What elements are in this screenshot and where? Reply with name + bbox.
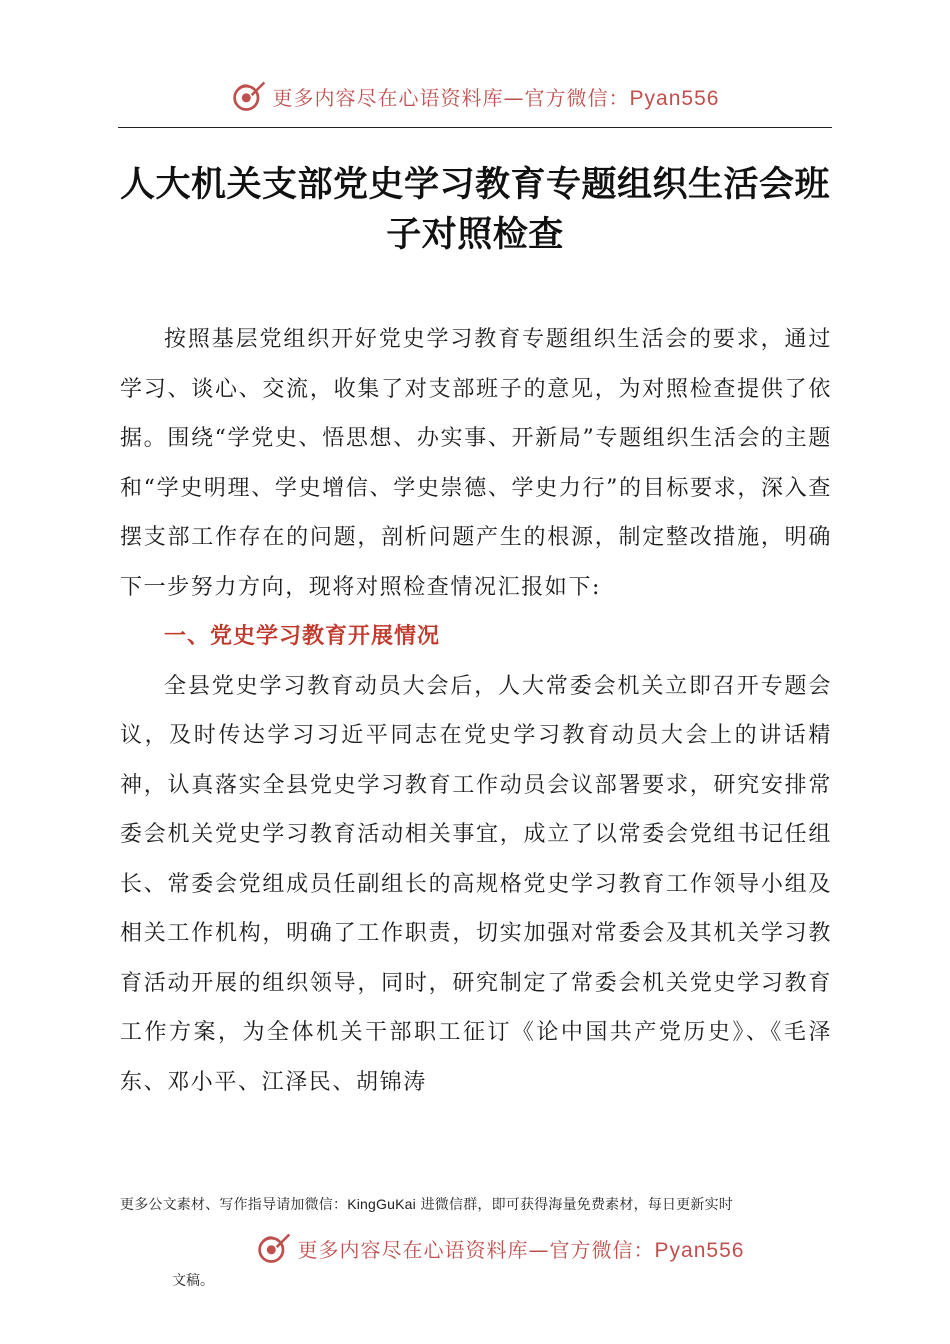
section-heading-1: 一、党史学习教育开展情况 [164,624,441,649]
footer-banner-wechat-id: Pyan556 [654,1238,745,1262]
pen-logo-icon [256,1230,292,1266]
header-banner-text: 更多内容尽在心语资料库—官方微信：Pyan556 [272,85,720,110]
footer-note: 更多公文素材、写作指导请加微信：KingGuKai 进微信群，即可获得海量免费素材，每日更新实时 [120,1196,733,1213]
document-body [120,315,832,1107]
pen-logo-icon [231,78,267,114]
section-1-paragraph: 全县党史学习教育动员大会后，人大常委会机关立即召开专题会议，及时传达学习习近平同志在党史学习教育动员大会上的讲话精神，认真落实全县党史学习教育工作动员会议部署要求，研究安排常委会机关党史学习教育活动相关事宜，成立了以常委会党组书记任组长、常委会党组成员任副组长的高规格党史学习教育工作领导小组及相关工作机构，明确了工作职责，切实加强对常委会及其机关学习教育活动开展的组织领导，同时，研究制定了常委会机关党史学习教育工作方案，为全体机关干部职工征订《论中国共产党历史》、《毛泽东、邓小平、江泽民、胡锦涛 [120,673,832,1095]
footer-banner-text: 更多内容尽在心语资料库—官方微信：Pyan556 [297,1237,745,1262]
footer-wechat-id: KingGuKai [347,1196,416,1212]
header-divider [118,127,832,128]
footer-banner [0,1226,950,1270]
footer-tail-text: 文稿。 [172,1273,214,1289]
document-title: 人大机关支部党史学习教育专题组织生活会班子对照检查 [119,165,830,255]
intro-paragraph: 按照基层党组织开好党史学习教育专题组织生活会的要求，通过学习、谈心、交流，收集了对支部班子的意见，为对照检查提供了依据。围绕“学党史、悟思想、办实事、开新局”专题组织生活会的主题和“学史明理、学史增信、学史崇德、学史力行”的目标要求，深入查摆支部工作存在的问题，剖析问题产生的根源，制定整改措施，明确下一步努力方向，现将对照检查情况汇报如下: [120,327,832,600]
header-banner [0,74,950,118]
header-wechat-id: Pyan556 [629,86,720,110]
